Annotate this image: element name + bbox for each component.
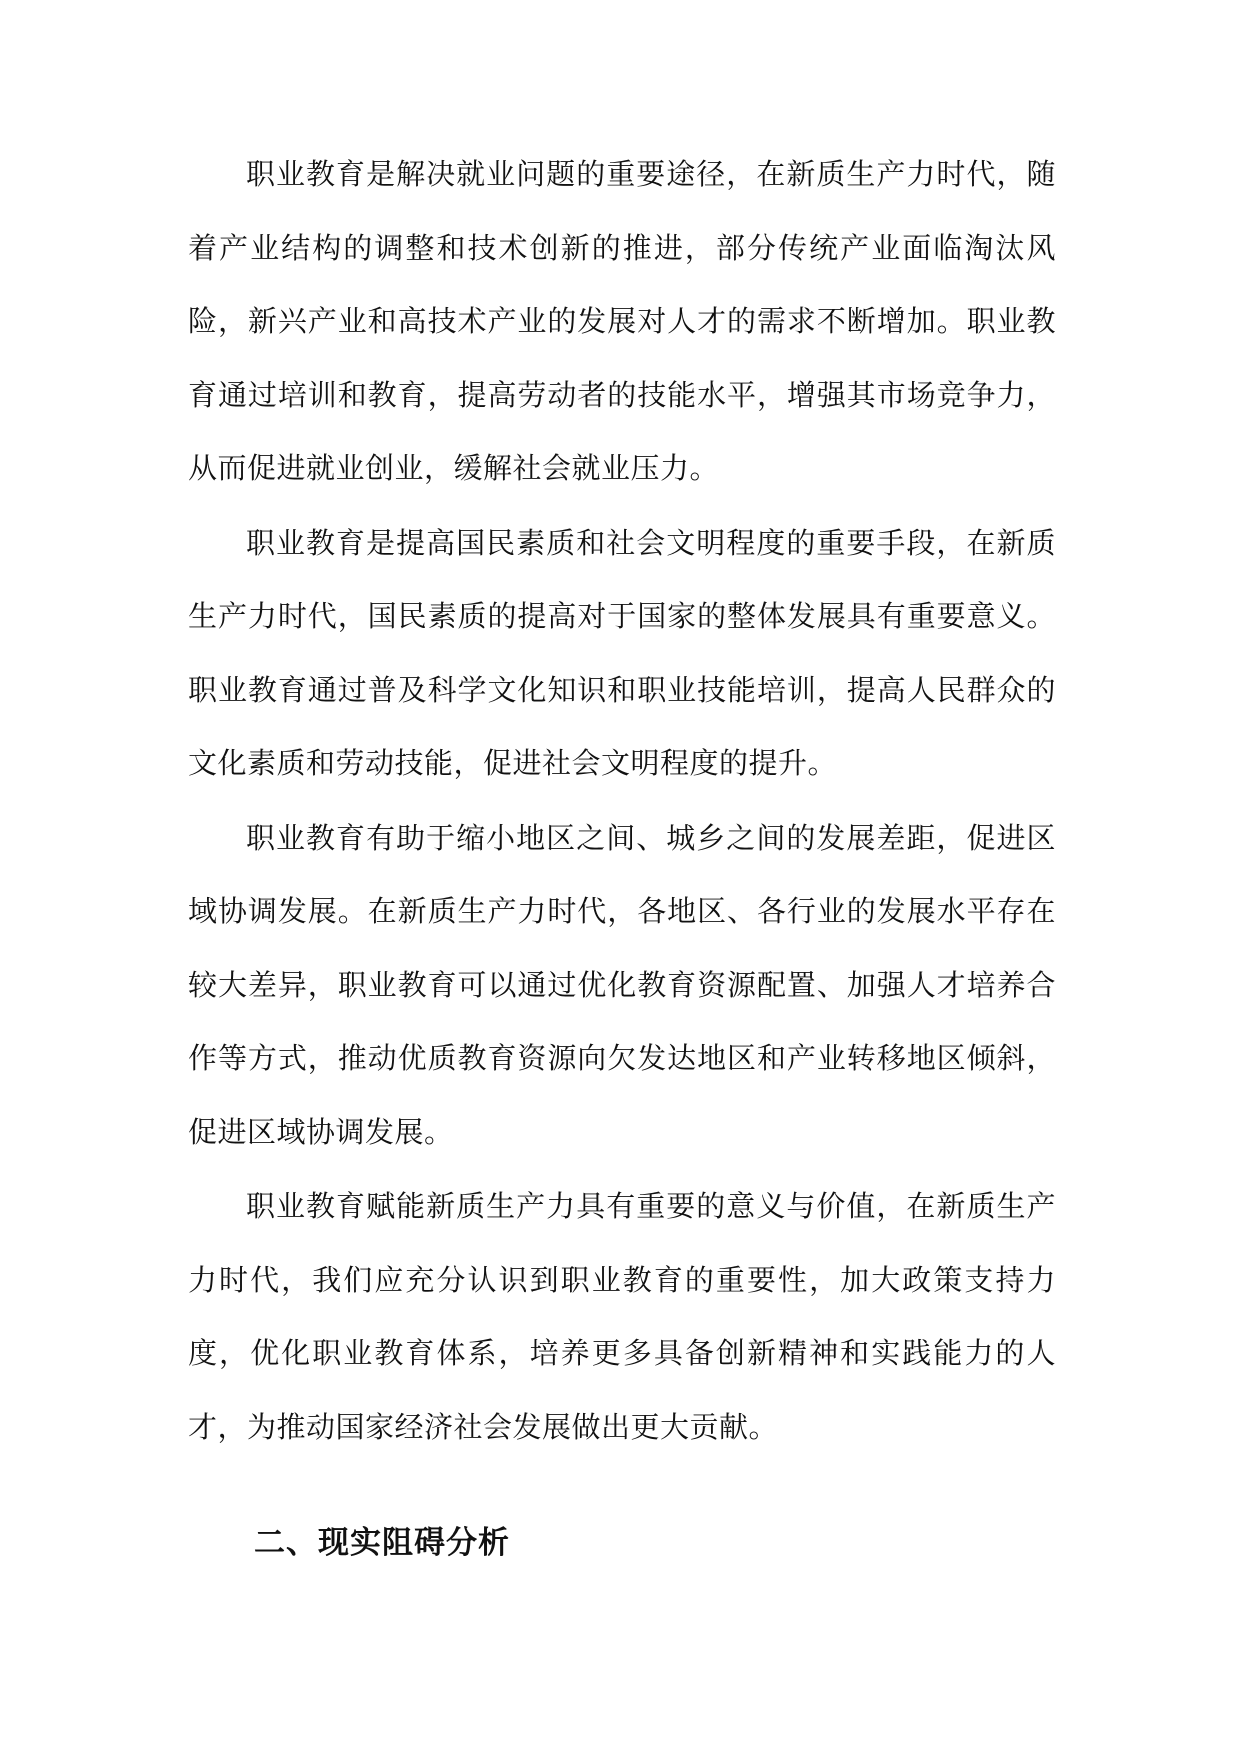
paragraph-significance-value: 职业教育赋能新质生产力具有重要的意义与价值，在新质生产力时代，我们应充分认识到职业教育的重要性，加大政策支持力度，优化职业教育体系，培养更多具备创新精神和实践能力的人才，为推动国家经济社会发展做出更大贡献。 bbox=[188, 1189, 1056, 1444]
paragraph-employment: 职业教育是解决就业问题的重要途径，在新质生产力时代，随着产业结构的调整和技术创新的推进，部分传统产业面临淘汰风险，新兴产业和高技术产业的发展对人才的需求不断增加。职业教育通过培训和教育，提高劳动者的技能水平，增强其市场竞争力，从而促进就业创业，缓解社会就业压力。 bbox=[188, 157, 1056, 485]
body-text bbox=[188, 138, 1056, 1465]
section-heading: 二、现实阻碍分析 bbox=[254, 1525, 510, 1561]
paragraph-national-quality: 职业教育是提高国民素质和社会文明程度的重要手段，在新质生产力时代，国民素质的提高对于国家的整体发展具有重要意义。职业教育通过普及科学文化知识和职业技能培训，提高人民群众的文化素质和劳动技能，促进社会文明程度的提升。 bbox=[188, 525, 1056, 780]
paragraph-regional-development: 职业教育有助于缩小地区之间、城乡之间的发展差距，促进区域协调发展。在新质生产力时代，各地区、各行业的发展水平存在较大差异，职业教育可以通过优化教育资源配置、加强人才培养合作等方式，推动优质教育资源向欠发达地区和产业转移地区倾斜，促进区域协调发展。 bbox=[188, 820, 1056, 1149]
